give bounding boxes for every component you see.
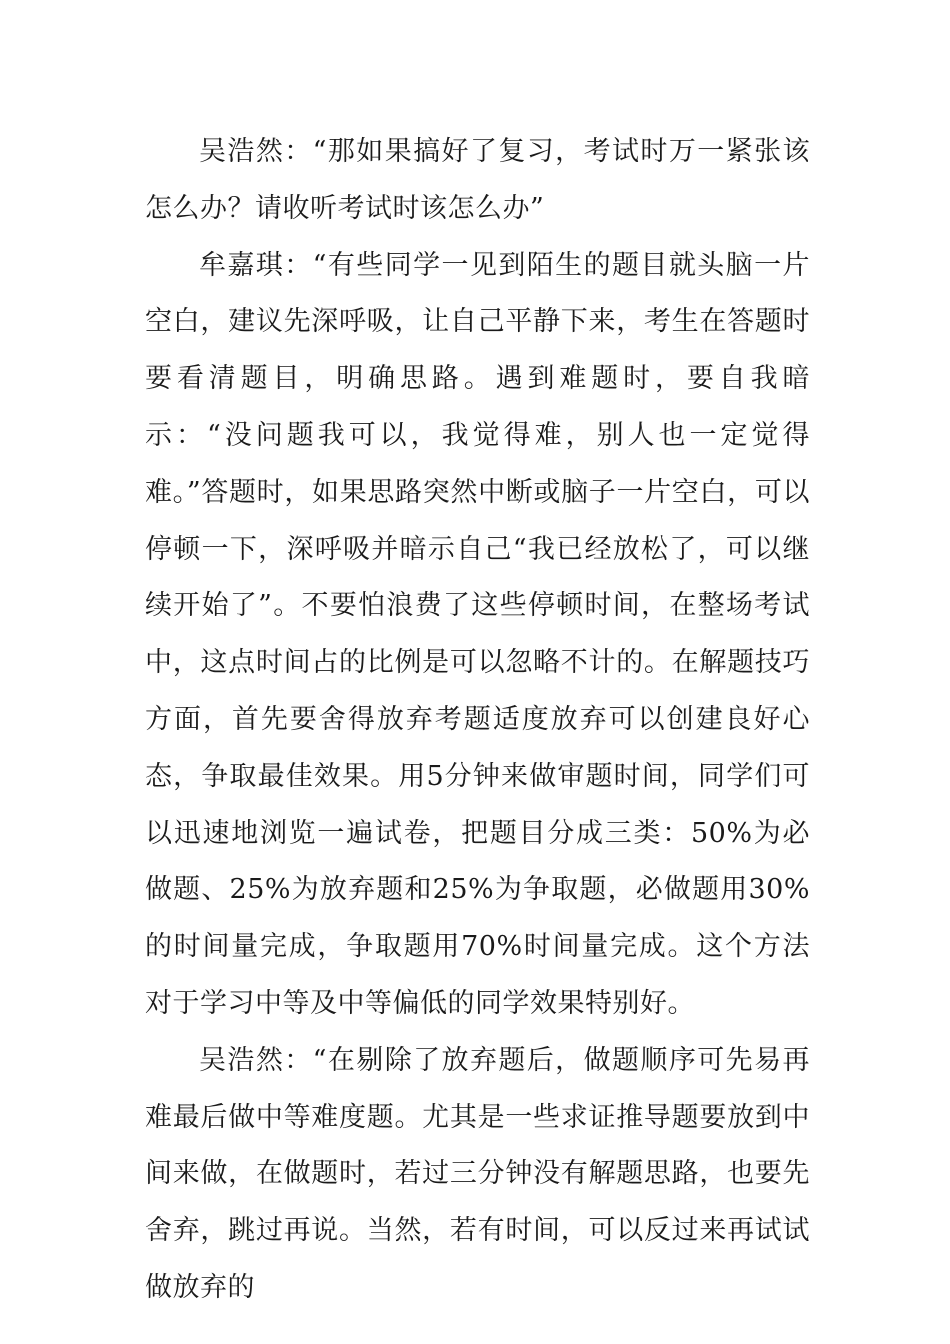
paragraph-1: 吴浩然：“那如果搞好了复习，考试时万一紧张该怎么办？请收听考试时该怎么办” bbox=[145, 136, 810, 224]
paragraph-2: 牟嘉琪：“有些同学一见到陌生的题目就头脑一片空白，建议先深呼吸，让自己平静下来，考生在答题时要看清题目，明确思路。遇到难题时，要自我暗示：“没问题我可以，我觉得难，别人也一定觉得难。”答题时，如果思路突然中断或脑子一片空白，可以停顿一下，深呼吸并暗示自己“我已经放松了，可以继续开始了”。不要怕浪费了这些停顿时间，在整场考试中，这点时间占的比例是可以忽略不计的。在解题技巧方面，首先要舍得放弃考题适度放弃可以创建良好心态，争取最佳效果。用5分钟来做审题时间，同学们可以迅速地浏览一遍试卷，把题目分成三类：50%为必做题、25%为放弃题和25%为争取题，必做题用30%的时间量完成，争取题用70%时间量完成。这个方法对于学习中等及中等偏低的同学效果特别好。 bbox=[145, 249, 810, 1019]
paragraph-3: 吴浩然：“在剔除了放弃题后，做题顺序可先易再难最后做中等难度题。尤其是一些求证推导题要放到中间来做，在做题时，若过三分钟没有解题思路，也要先舍弃，跳过再说。当然，若有时间，可以反过来再试试做放弃的 bbox=[145, 1044, 810, 1303]
document-page bbox=[145, 124, 810, 1317]
